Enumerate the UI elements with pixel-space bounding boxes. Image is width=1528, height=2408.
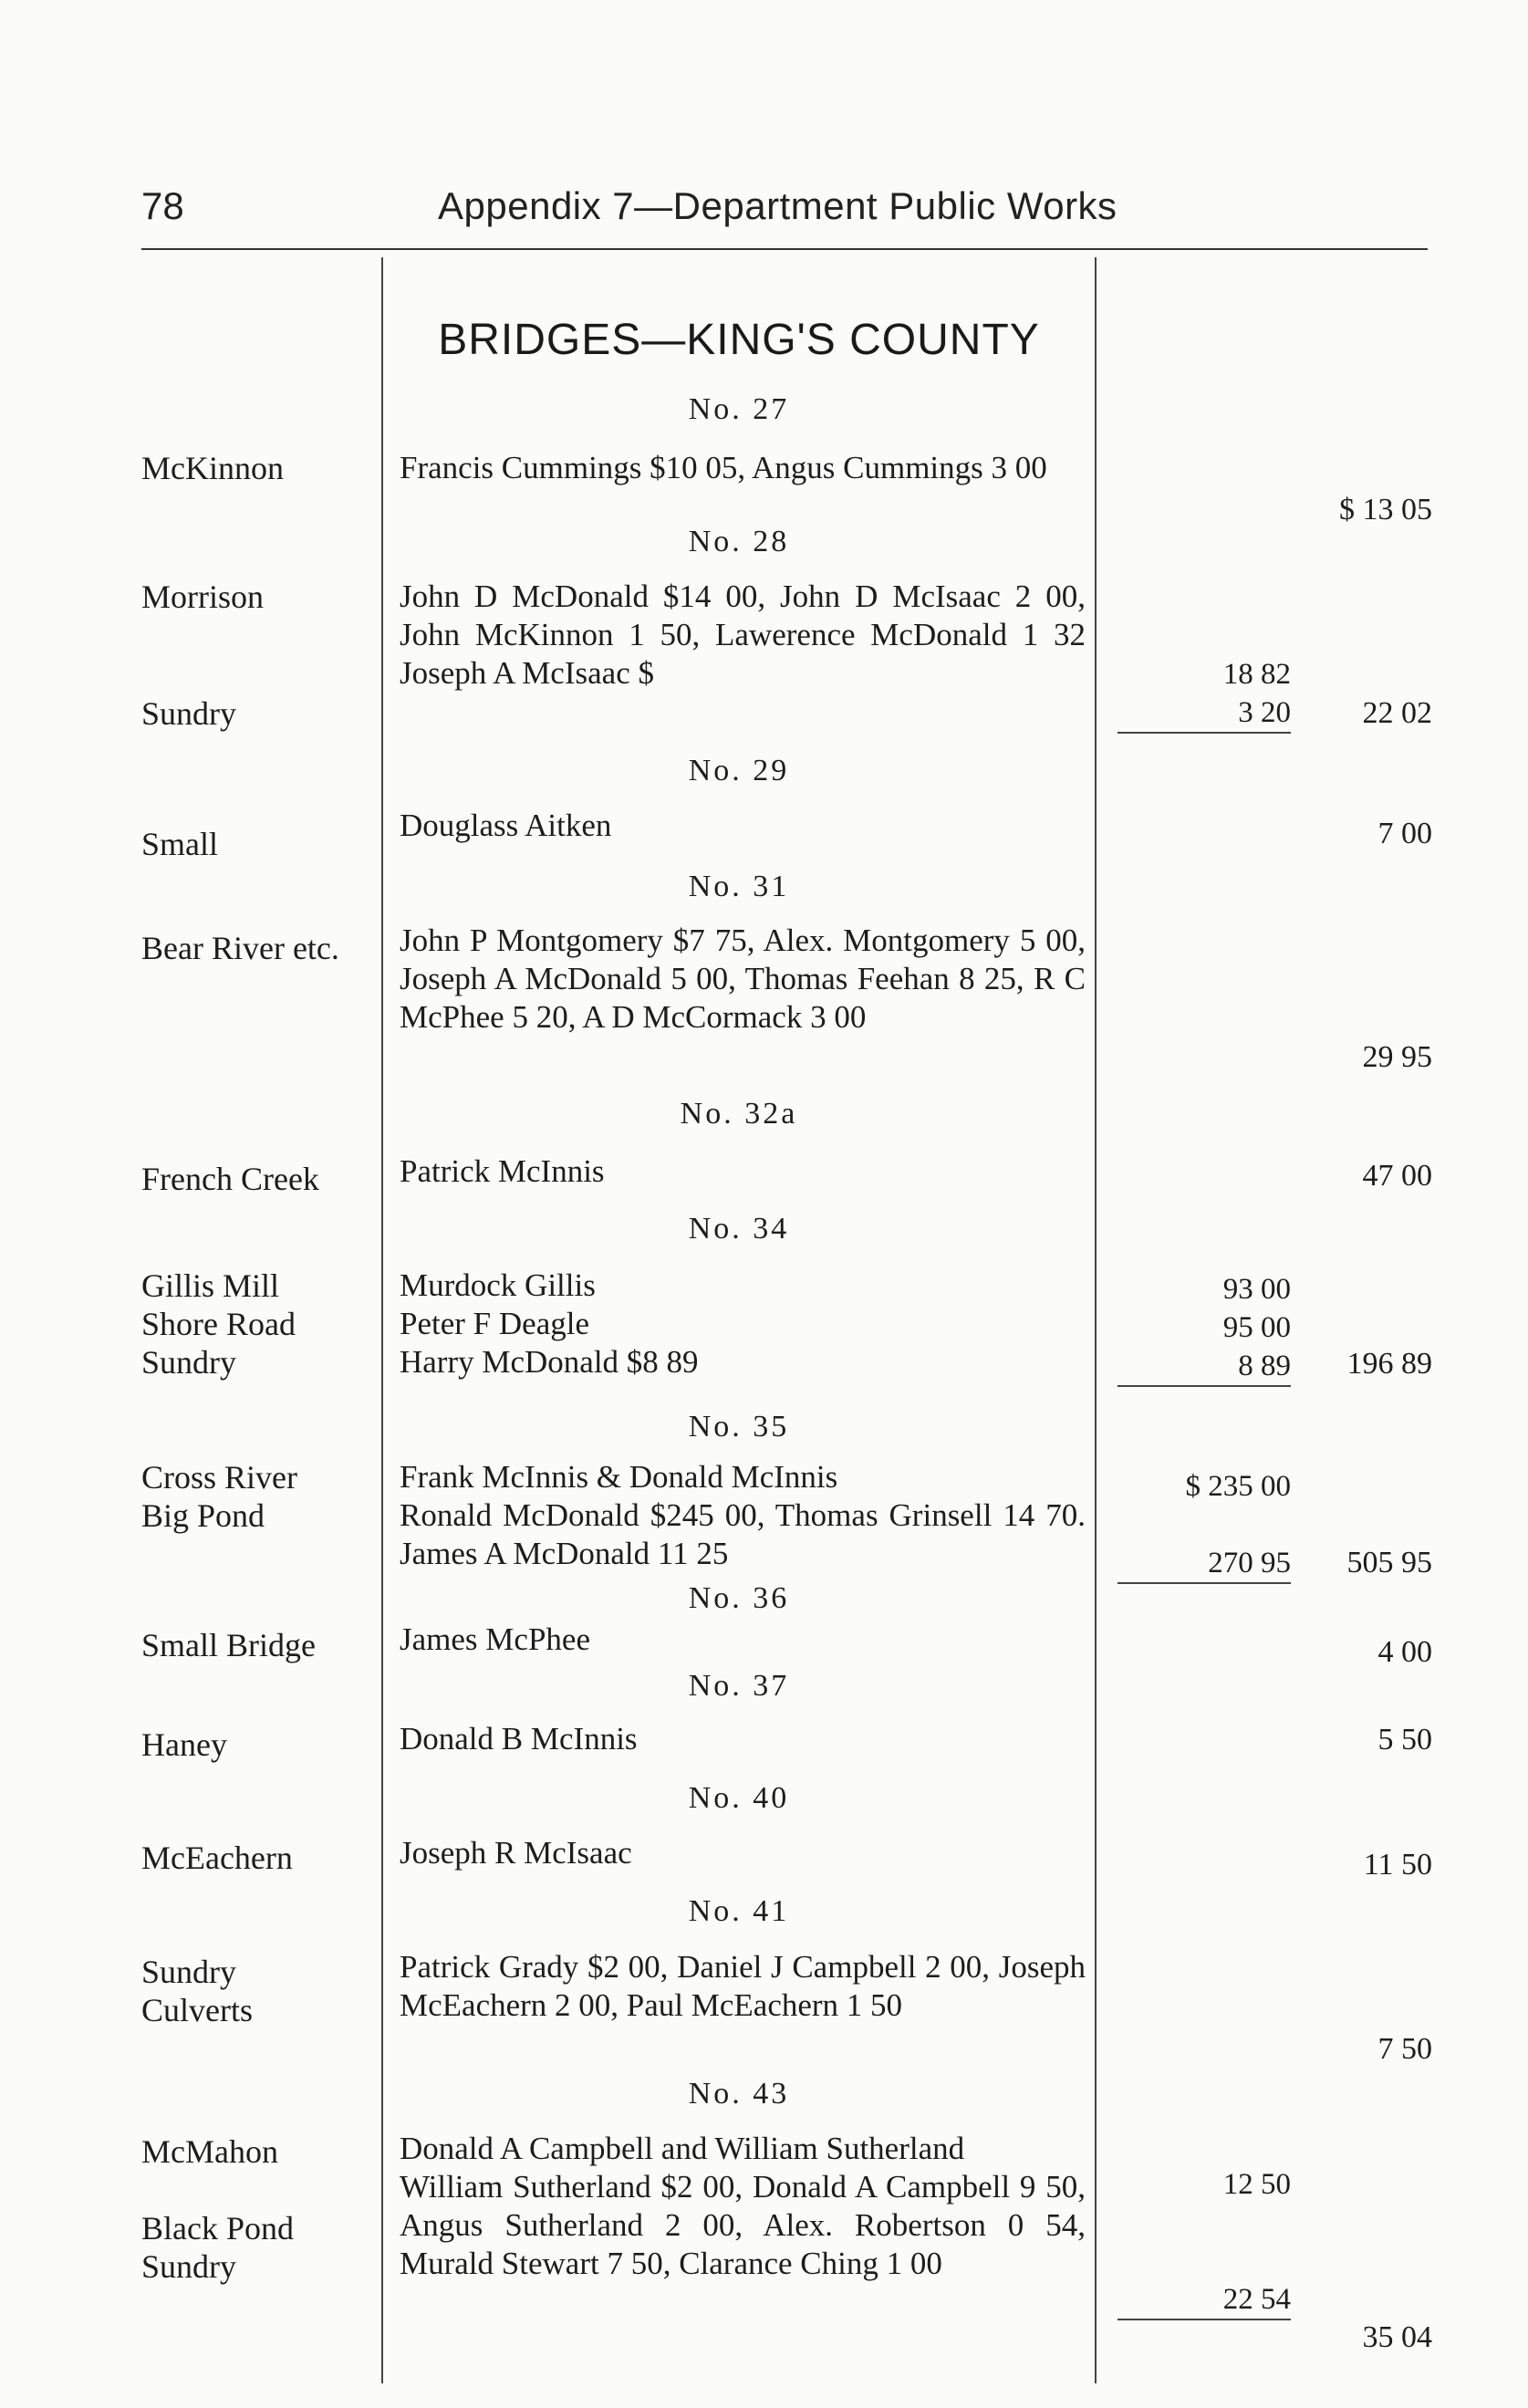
subtotals-28 [1117,655,1291,734]
subtotal-value: 95 00 [1222,1311,1291,1344]
location-big-pond: Big Pond [141,1497,265,1534]
entry-text-32a: Patrick McInnis [400,1153,605,1189]
section-heading-37: No. 37 [688,1669,790,1703]
subtotals-43 [1117,2165,1291,2320]
entry-lines-43 [400,2130,1086,2283]
page-header [141,173,1428,237]
section-heading-32a: No. 32a [680,1097,798,1131]
location-mcmahon: McMahon [141,2133,278,2170]
entry-line: Ronald McDonald $245 00, Thomas Grinsell 14 70. James A McDonald 11 25 [400,1497,1086,1571]
section-heading-29: No. 29 [688,754,790,787]
location-mckinnon: McKinnon [141,450,284,486]
subtotal-value: 93 00 [1222,1273,1291,1306]
column-divider-right [1095,257,1097,2383]
location-sundry-28: Sundry [141,695,237,732]
column-divider-left [381,257,383,2383]
entry-text-41: Patrick Grady $2 00, Daniel J Campbell 2 00, Joseph McEachern 2 00, Paul McEachern 1 50 [400,1949,1086,2023]
entry-line: Peter F Deagle [400,1306,589,1341]
total-37: 5 50 [1377,1723,1432,1756]
entry-text-36: James McPhee [400,1621,590,1657]
entry-line: Harry McDonald $8 89 [400,1344,699,1380]
subtotal-value: 270 95 [1117,1544,1291,1584]
page-number: 78 [141,184,184,227]
total-36: 4 00 [1377,1635,1432,1669]
location-list-41 [141,1953,379,2029]
subtotal-value: 12 50 [1222,2168,1291,2201]
total-29: 7 00 [1377,817,1432,850]
section-heading-40: No. 40 [688,1781,790,1815]
subtotal-value: 18 82 [1222,658,1291,691]
location-sundry-43: Sundry [141,2248,237,2285]
entry-line: Frank McInnis & Donald McInnis [400,1459,838,1495]
location-gillis-mill: Gillis Mill [141,1267,280,1304]
total-32a: 47 00 [1362,1159,1432,1193]
entry-text-40: Joseph R McIsaac [400,1835,632,1871]
entry-text-28: John D McDonald $14 00, John D McIsaac 2 00, John McKinnon 1 50, Lawerence McDonald 1 32 Joseph A McIsaac $ [400,579,1086,691]
header-rule [141,248,1428,250]
total-28: 22 02 [1362,696,1432,730]
location-list-34 [141,1267,379,1381]
entry-text-27: Francis Cummings $10 05, Angus Cummings 3 00 [400,450,1047,485]
location-bear-river: Bear River etc. [141,930,339,966]
section-heading-34: No. 34 [688,1212,790,1246]
section-heading-35: No. 35 [688,1410,790,1444]
location-morrison: Morrison [141,579,264,615]
location-list-35 [141,1458,379,1535]
location-cross-river: Cross River [141,1459,297,1496]
location-sundry-34: Sundry [141,1344,237,1381]
location-mceachern: McEachern [141,1840,293,1876]
total-34: 196 89 [1346,1347,1432,1381]
entry-text-31: John P Montgomery $7 75, Alex. Montgomery 5 00, Joseph A McDonald 5 00, Thomas Feehan 8 25, R C McPhee 5 20, A D McCormack 3 00 [400,923,1086,1035]
location-haney: Haney [141,1726,227,1763]
total-31: 29 95 [1362,1040,1432,1074]
section-heading-43: No. 43 [688,2077,790,2111]
entry-text-29: Douglass Aitken [400,808,612,843]
section-heading-31: No. 31 [688,870,790,903]
subtotal-value: 22 54 [1117,2280,1291,2320]
location-culverts: Culverts [141,1992,253,2028]
section-heading-28: No. 28 [688,525,790,558]
total-41: 7 50 [1377,2032,1432,2066]
location-list-43 [141,2132,379,2286]
total-27: $ 13 05 [1339,493,1432,526]
entry-text-37: Donald B McInnis [400,1721,638,1756]
page-title: BRIDGES—KING'S COUNTY [438,316,1040,364]
location-small: Small [141,826,219,862]
running-head: Appendix 7—Department Public Works [438,184,1117,227]
entry-line: Donald A Campbell and William Sutherland [400,2131,965,2166]
subtotal-value: 8 89 [1117,1347,1291,1387]
total-40: 11 50 [1363,1848,1432,1882]
subtotal-value: 3 20 [1117,693,1291,734]
location-small-bridge: Small Bridge [141,1627,316,1663]
section-heading-41: No. 41 [688,1894,790,1928]
subtotal-value: $ 235 00 [1185,1470,1291,1503]
total-35: 505 95 [1346,1546,1432,1579]
location-shore-road: Shore Road [141,1306,296,1342]
section-heading-27: No. 27 [688,392,790,426]
entry-lines-35 [400,1458,1086,1573]
location-black-pond: Black Pond [141,2210,294,2246]
entry-line: Murdock Gillis [400,1267,596,1303]
subtotals-34 [1117,1270,1291,1387]
location-french-creek: French Creek [141,1161,319,1197]
subtotals-35 [1117,1467,1291,1584]
location-sundry-41: Sundry [141,1954,237,1990]
entry-lines-34 [400,1267,1086,1381]
total-43: 35 04 [1362,2320,1432,2354]
section-heading-36: No. 36 [688,1581,790,1615]
entry-line: William Sutherland $2 00, Donald A Campbell 9 50, Angus Sutherland 2 00, Alex. Robertson 0 54, Murald Stewart 7 50, Clarance Ching 1 00 [400,2169,1086,2281]
